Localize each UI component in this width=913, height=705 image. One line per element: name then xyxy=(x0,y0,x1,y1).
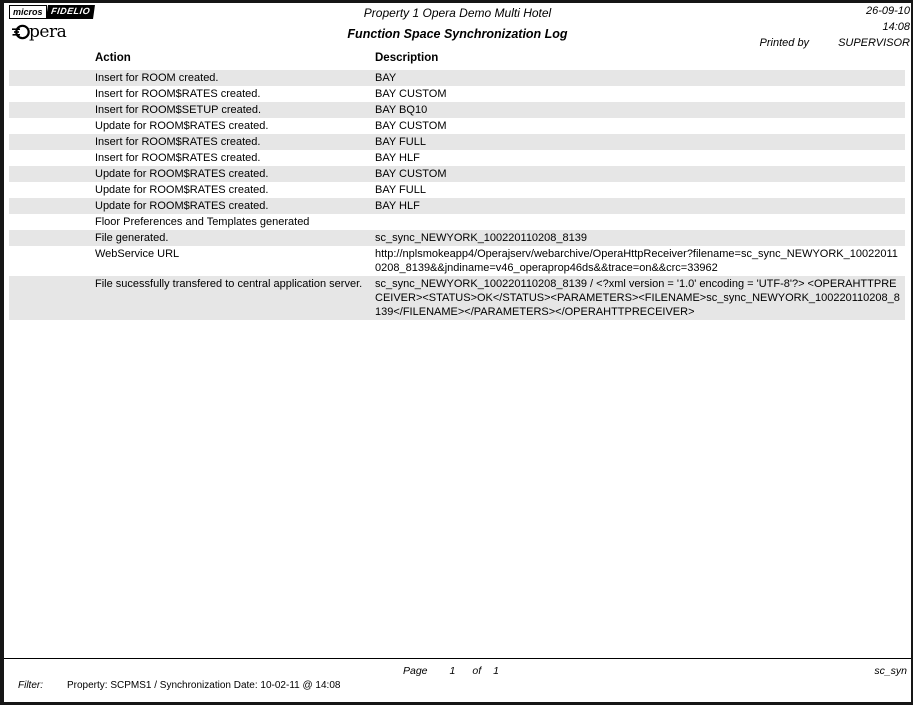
action-cell: Insert for ROOM$RATES created. xyxy=(95,136,261,148)
filter-value: Property: SCPMS1 / Synchronization Date: 10-02-11 @ 14:08 xyxy=(67,680,341,691)
description-cell: BAY HLF xyxy=(375,200,420,212)
description-cell: BAY CUSTOM xyxy=(375,88,447,100)
description-cell: http://nplsmokeapp4/Operajserv/webarchive/OperaHttpReceiver?filename=sc_sync_NEWYORK_100220110208_8139&&jndiname=v46_operaprop46ds&&trace=on&&crc=33962 xyxy=(375,248,898,274)
description-cell: sc_sync_NEWYORK_100220110208_8139 xyxy=(375,232,587,244)
table-row xyxy=(9,86,905,102)
description-cell: sc_sync_NEWYORK_100220110208_8139 / <?xml version = '1.0' encoding = 'UTF-8'?> <OPERAHTTPRECEIVER><STATUS>OK</STATUS><PARAMETERS><FILENAME>sc_sync_NEWYORK_100220110208_8139</FILENAME></PARAMETERS></OPERAHTTPRECEIVER> xyxy=(375,278,900,318)
table-row xyxy=(9,198,905,214)
page-label: Page xyxy=(403,665,428,677)
property-title: Property 1 Opera Demo Multi Hotel xyxy=(363,6,552,20)
table-row xyxy=(9,134,905,150)
action-cell: File generated. xyxy=(95,232,169,244)
printed-by-label: Printed by xyxy=(759,37,810,49)
table-row xyxy=(9,182,905,198)
table-header xyxy=(9,51,905,66)
description-cell: BAY xyxy=(375,72,397,84)
micros-logo: micros xyxy=(9,5,47,19)
printed-by xyxy=(760,37,910,49)
filter-row xyxy=(18,680,340,691)
action-cell: File sucessfully transfered to central application server. xyxy=(95,278,363,290)
page-total: 1 xyxy=(493,665,499,677)
table-row xyxy=(9,230,905,246)
report-title: Function Space Synchronization Log xyxy=(347,27,568,41)
table-row xyxy=(9,246,905,276)
description-cell: BAY FULL xyxy=(375,184,426,196)
description-cell: BAY CUSTOM xyxy=(375,168,447,180)
description-cell xyxy=(375,215,905,229)
action-cell: Insert for ROOM created. xyxy=(95,72,219,84)
column-header-description: Description xyxy=(375,52,439,64)
description-cell: BAY BQ10 xyxy=(375,104,428,116)
table-row xyxy=(9,118,905,134)
filter-label: Filter: xyxy=(18,680,43,691)
page-indicator xyxy=(403,665,499,677)
table-row xyxy=(9,102,905,118)
printed-by-value: SUPERVISOR xyxy=(838,37,910,49)
print-date: 26-09-10 xyxy=(865,5,910,17)
action-cell: Update for ROOM$RATES created. xyxy=(95,120,269,132)
action-cell: Update for ROOM$RATES created. xyxy=(95,168,269,180)
action-cell: Floor Preferences and Templates generated xyxy=(95,216,310,228)
print-time: 14:08 xyxy=(882,21,910,33)
description-cell: BAY HLF xyxy=(375,152,420,164)
of-label: of xyxy=(472,665,482,677)
column-header-action: Action xyxy=(95,52,131,64)
action-cell: Insert for ROOM$SETUP created. xyxy=(95,104,262,116)
footer-divider xyxy=(4,658,911,659)
table-row xyxy=(9,214,905,230)
table-row xyxy=(9,166,905,182)
action-cell: Update for ROOM$RATES created. xyxy=(95,200,269,212)
fidelio-logo: FIDELIO xyxy=(46,5,95,19)
action-cell: Insert for ROOM$RATES created. xyxy=(95,88,261,100)
page-number: 1 xyxy=(449,665,456,677)
table-row xyxy=(9,70,905,86)
action-cell: WebService URL xyxy=(95,248,180,260)
description-cell: BAY CUSTOM xyxy=(375,120,447,132)
log-table xyxy=(9,70,905,320)
description-cell: BAY FULL xyxy=(375,136,426,148)
table-row xyxy=(9,276,905,320)
opera-logo-text: pera xyxy=(29,21,67,42)
table-row xyxy=(9,150,905,166)
action-cell: Update for ROOM$RATES created. xyxy=(95,184,269,196)
action-cell: Insert for ROOM$RATES created. xyxy=(95,152,261,164)
report-code: sc_syn xyxy=(874,665,907,677)
